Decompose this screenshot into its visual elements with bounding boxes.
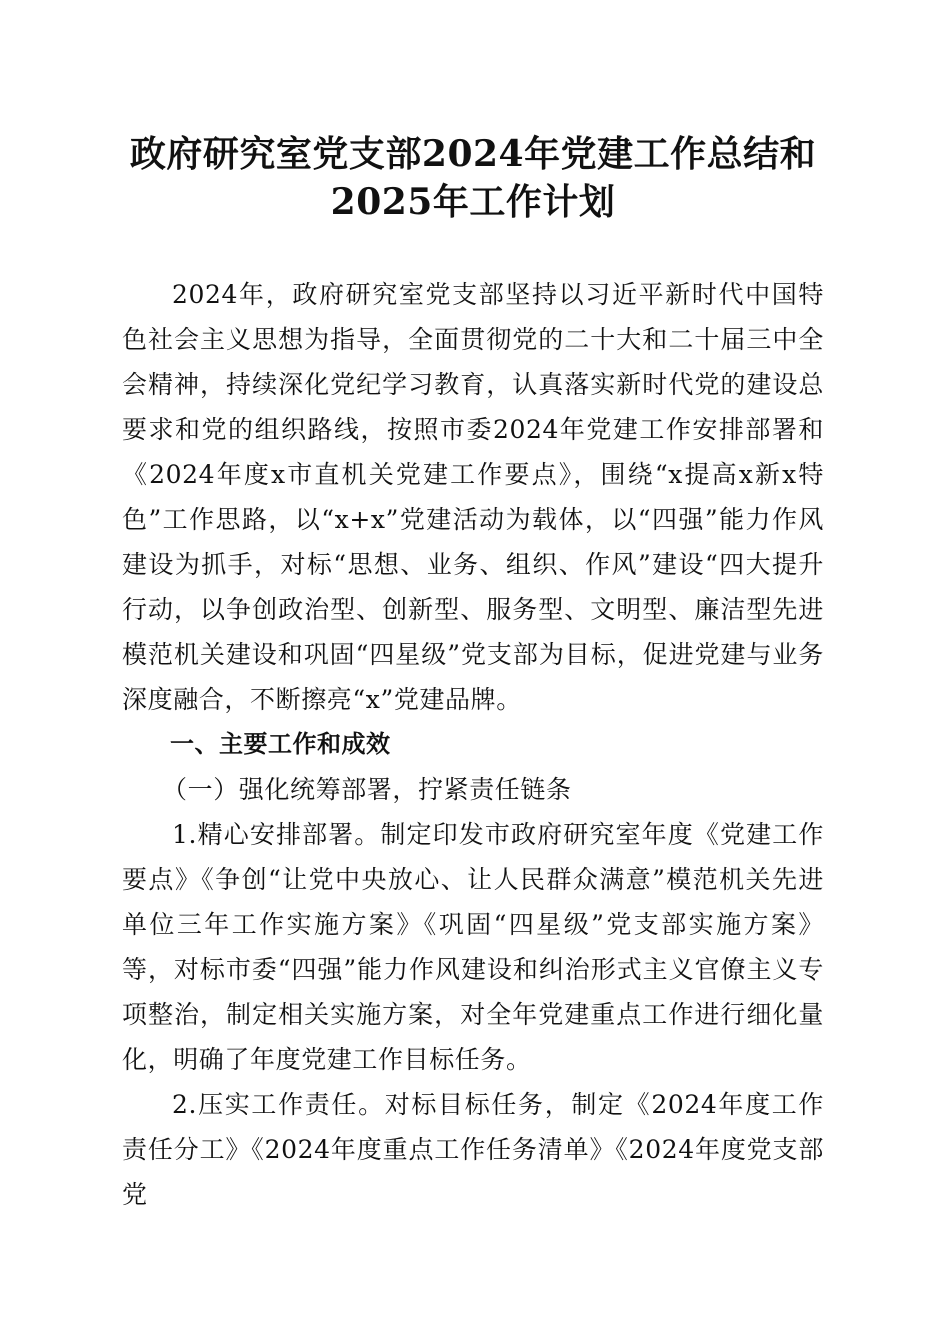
intro-paragraph: 2024年，政府研究室党支部坚持以习近平新时代中国特色社会主义思想为指导，全面贯彻党的二十大和二十届三中全会精神，持续深化党纪学习教育，认真落实新时代党的建设总要求和党的组织路线，按照市委2024年党建工作安排部署和《2024年度x市直机关党建工作要点》，围绕“x提高x新x特色”工作思路，以“x+x”党建活动为载体，以“四强”能力作风建设为抓手，对标“思想、业务、组织、作风”建设“四大提升行动，以争创政治型、创新型、服务型、文明型、廉洁型先进模范机关建设和巩固“四星级”党支部为目标，促进党建与业务深度融合，不断擦亮“x”党建品牌。	[122, 280, 824, 714]
item-2-paragraph: 2.压实工作责任。对标目标任务，制定《2024年度工作责任分工》《2024年度重点工作任务清单》《2024年度党支部党	[122, 1090, 824, 1209]
section-heading: 一、主要工作和成效	[170, 730, 391, 758]
item-1-paragraph: 1.精心安排部署。制定印发市政府研究室年度《党建工作要点》《争创“让党中央放心、让人民群众满意”模范机关先进单位三年工作实施方案》《巩固“四星级”党支部实施方案》等，对标市委“四强”能力作风建设和纠治形式主义官僚主义专项整治，制定相关实施方案，对全年党建重点工作进行细化量化，明确了年度党建工作目标任务。	[122, 820, 824, 1074]
title-line-1: 政府研究室党支部2024年党建工作总结和	[129, 133, 817, 175]
title-line-2: 2025年工作计划	[330, 181, 616, 223]
document-title	[122, 130, 824, 226]
subsection-heading: （一）强化统筹部署，拧紧责任链条	[162, 775, 572, 804]
